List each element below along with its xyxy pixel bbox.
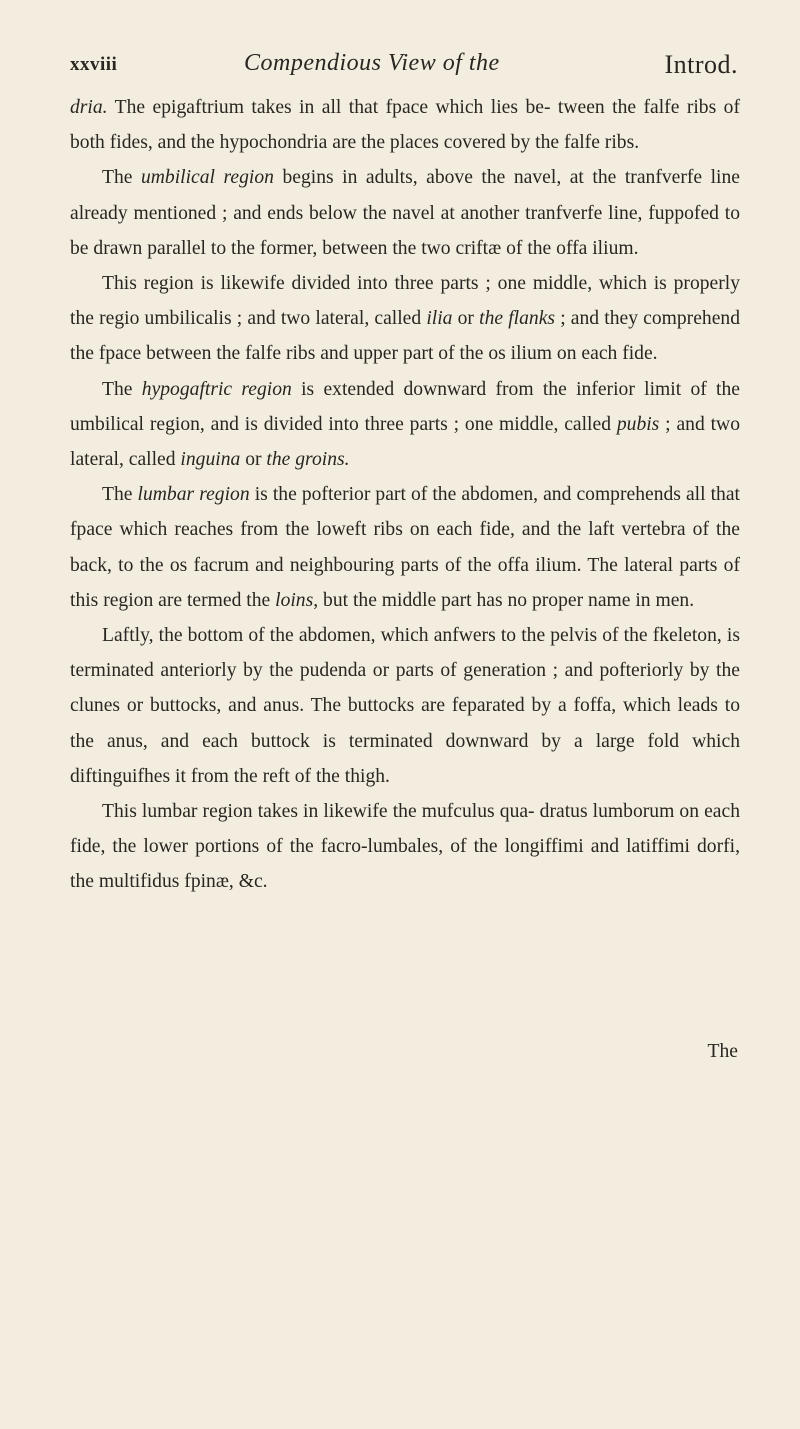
paragraph [70, 90, 740, 160]
italic-term: the flanks [479, 308, 556, 330]
text-run: The [102, 378, 142, 400]
text-run: ; and two lateral, called [70, 413, 740, 471]
italic-term: the groins. [266, 449, 350, 471]
paragraph [70, 266, 740, 372]
italic-term: inguina [180, 449, 241, 471]
paragraph [70, 372, 740, 478]
paragraph [70, 618, 740, 794]
italic-term: hypogaftric region [141, 378, 292, 400]
catchword: The [707, 1041, 738, 1062]
running-title: Compendious View of the [244, 50, 500, 76]
page-number: xxviii [70, 54, 118, 75]
paragraph [70, 477, 740, 618]
running-header [70, 50, 740, 90]
body-text [70, 90, 740, 900]
text-run: Laftly, the bottom of the abdomen, which anfwers to the pelvis of the fkeleton, is terminated anteriorly by the pudenda or parts of generation ; and pofteriorly by the clunes or buttocks, and anus. The buttocks are feparated by a foffa, which leads to the anus, and each buttock is terminated downward by a large fold which diftinguifhes it from the reft of the thigh. [70, 625, 740, 787]
text-run: The epigaftrium takes in all that fpace which lies be- tween the falfe ribs of both fides, and the hypochondria are the places covered by the falfe ribs. [70, 97, 740, 154]
text-run: ; and they comprehend the fpace between the falfe ribs and upper part of the os ilium on each fide. [70, 308, 740, 365]
italic-term: umbilical region [140, 167, 274, 189]
text-run: This region is likewife divided into three parts ; one middle, which is properly the regio umbilicalis ; and two lateral, called [70, 273, 740, 330]
italic-term: lumbar region [137, 484, 250, 506]
text-run: or [452, 308, 480, 330]
paragraph [70, 160, 740, 266]
section-label: Introd. [664, 50, 738, 79]
text-run: begins in adults, above the navel, at the tranfverfe line already mentioned ; and ends below the navel at another tranfverfe line, fuppofed to be drawn parallel to the former, between the two criftæ of the offa ilium. [70, 167, 740, 259]
italic-term: loins [275, 589, 314, 611]
text-run: is the pofterior part of the abdomen, and comprehends all that fpace which reaches from the loweft ribs on each fide, and the laft vertebra of the back, to the os facrum and neighbouring parts of the offa ilium. The lateral parts of this region are termed the [70, 484, 740, 611]
text-run: is extended downward from the inferior limit of the umbilical region, and is divided into three parts ; one middle, called [70, 378, 740, 435]
italic-term: ilia [426, 308, 453, 330]
paragraph [70, 794, 740, 900]
italic-term: dria. [70, 97, 108, 118]
italic-term: pubis [616, 413, 660, 435]
text-run: This lumbar region takes in likewife the mufculus qua- dratus lumborum on each fide, the lower portions of the facro-lumbales, of the longiffimi and latiffimi dorfi, the multifidus fpinæ, &c. [70, 801, 740, 893]
text-run: The [102, 484, 138, 506]
text-run: , but the middle part has no proper name in men. [313, 589, 695, 611]
text-run: The [102, 167, 141, 189]
text-run: or [240, 449, 267, 471]
